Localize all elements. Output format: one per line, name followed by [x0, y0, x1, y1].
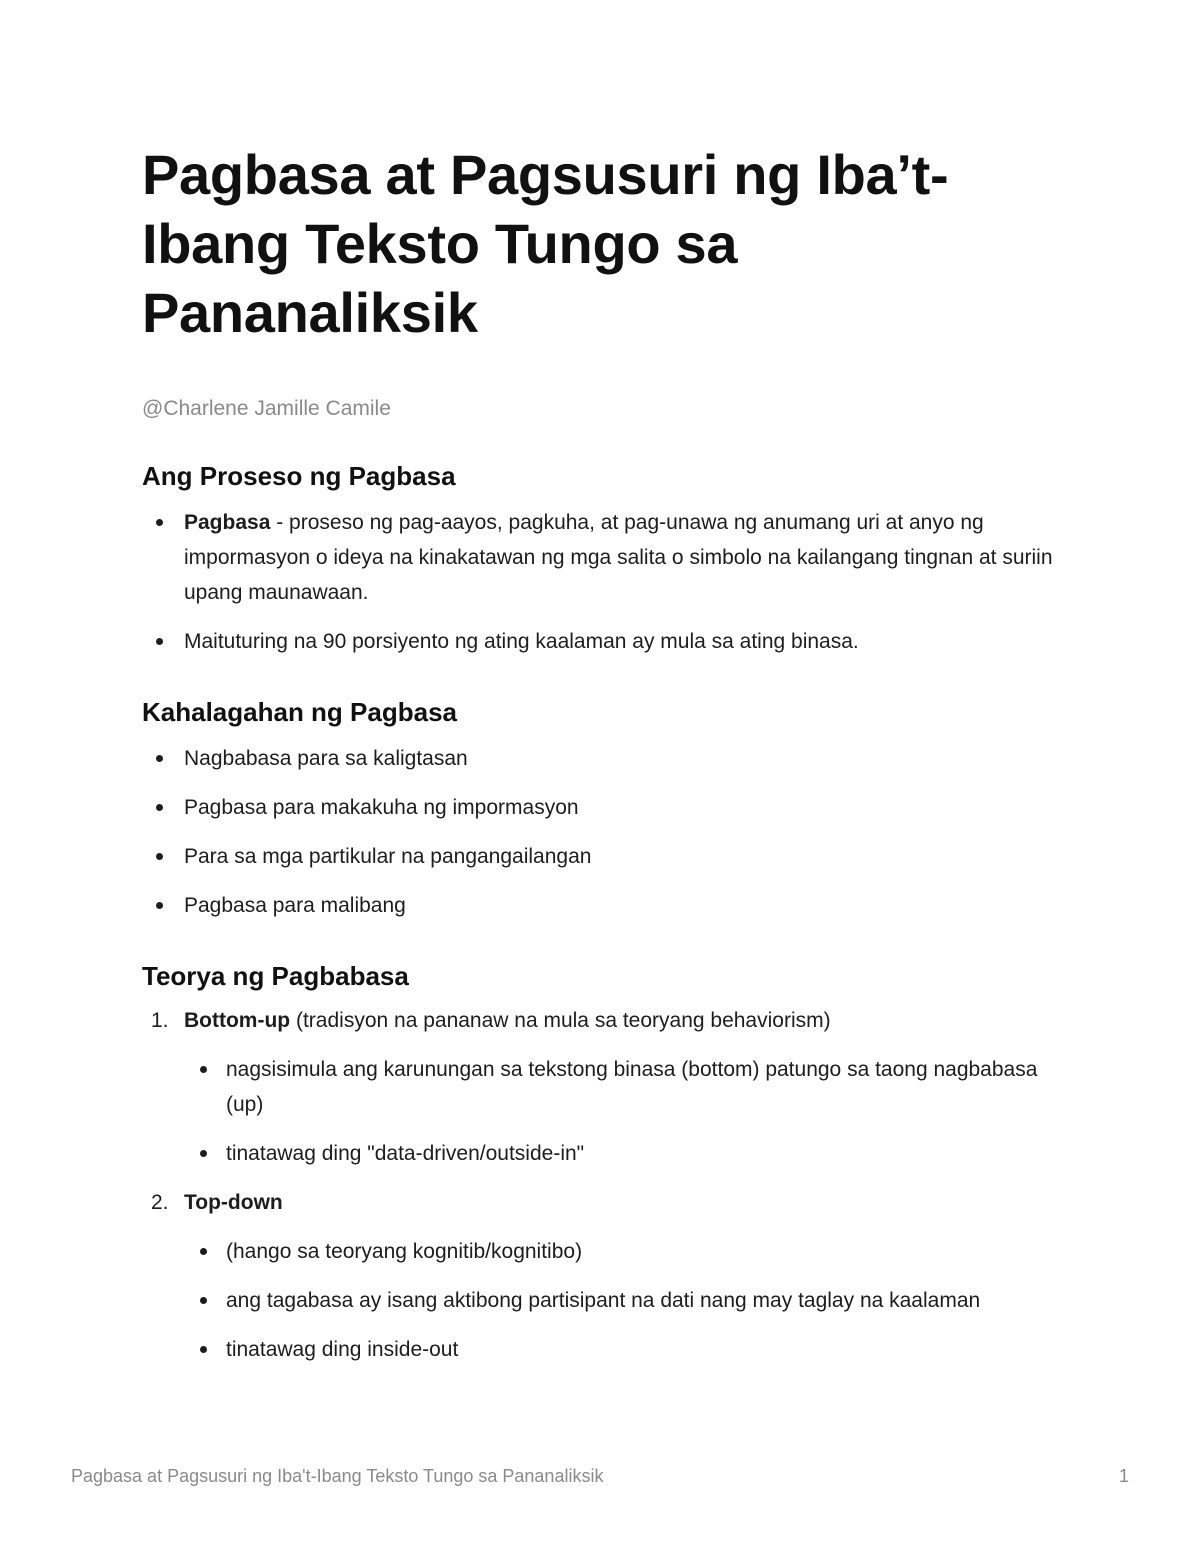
section-heading-kahalagahan: Kahalagahan ng Pagbasa — [142, 697, 457, 727]
term-pagbasa: Pagbasa — [184, 511, 271, 534]
list-item-text: - proseso ng pag-aayos, pagkuha, at pag-unawa ng anumang uri at anyo ng impormasyon o ideya na kinakatawan ng mga salita o simbolo na kailangang tingnan at suriin upang maunawaan. — [184, 511, 1053, 604]
list-item-text: Maituturing na 90 porsiyento ng ating kaalaman ay mula sa ating binasa. — [184, 630, 859, 653]
list-item: Nagbabasa para sa kaligtasan — [142, 741, 1062, 776]
sub-list-item: (hango sa teoryang kognitib/kognitibo) — [184, 1234, 1062, 1269]
bullet-list-proseso — [142, 505, 1062, 659]
section-heading-teorya: Teorya ng Pagbabasa — [142, 961, 409, 991]
sub-list-item: nagsisimula ang karunungan sa tekstong binasa (bottom) patungo sa taong nagbabasa (up) — [184, 1052, 1062, 1122]
term-top-down: Top-down — [184, 1191, 283, 1214]
author-mention[interactable]: @Charlene Jamille Camile — [142, 397, 391, 420]
sub-list-item: ang tagabasa ay isang aktibong partisipant na dati nang may taglay na kaalaman — [184, 1283, 1062, 1318]
list-item: Pagbasa para malibang — [142, 888, 1062, 923]
sub-list-item: tinatawag ding inside-out — [184, 1332, 1062, 1367]
list-item — [142, 505, 1062, 610]
page-footer — [71, 1464, 1129, 1488]
sub-list-top-down — [184, 1234, 1062, 1367]
item-number: 2. — [151, 1191, 169, 1214]
page-number: 1 — [1118, 1466, 1129, 1486]
item-number: 1. — [151, 1009, 169, 1032]
numbered-item-top-down — [142, 1185, 1062, 1367]
footer-title: Pagbasa at Pagsusuri ng Iba't-Ibang Teksto Tungo sa Pananaliksik — [71, 1466, 604, 1486]
document-page — [142, 140, 1062, 1381]
document-title: Pagbasa at Pagsusuri ng Iba’t-Ibang Teksto Tungo sa Pananaliksik — [142, 143, 949, 344]
bullet-list-kahalagahan — [142, 741, 1062, 923]
term-bottom-up: Bottom-up — [184, 1009, 291, 1032]
list-item — [142, 624, 1062, 659]
numbered-item-bottom-up — [142, 1003, 1062, 1171]
item-text: (tradisyon na pananaw na mula sa teoryang behaviorism) — [290, 1009, 831, 1032]
sub-list-bottom-up — [184, 1052, 1062, 1171]
numbered-list-teorya — [142, 1003, 1062, 1367]
section-heading-proseso: Ang Proseso ng Pagbasa — [142, 461, 456, 491]
list-item: Pagbasa para makakuha ng impormasyon — [142, 790, 1062, 825]
sub-list-item: tinatawag ding "data-driven/outside-in" — [184, 1136, 1062, 1171]
list-item: Para sa mga partikular na pangangailangan — [142, 839, 1062, 874]
